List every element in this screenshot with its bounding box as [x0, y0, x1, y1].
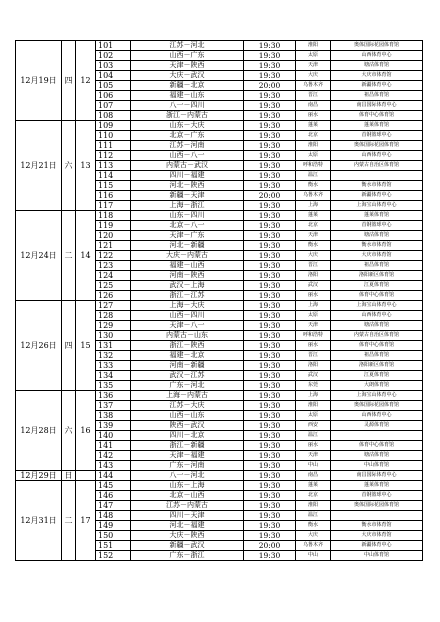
game-number-cell: 148: [96, 511, 131, 521]
game-number-cell: 105: [96, 81, 131, 91]
matchup-cell: 河北－陕西: [131, 181, 244, 191]
venue-cell: 中山体育馆: [331, 461, 423, 471]
city-cell: 天津: [296, 321, 331, 331]
venue-cell: 祖昌体育馆: [331, 91, 423, 101]
matchup-cell: 山西－四川: [131, 311, 244, 321]
matchup-cell: 北京－八一: [131, 221, 244, 231]
game-number-cell: 142: [96, 451, 131, 461]
matchup-cell: 山东－大庆: [131, 121, 244, 131]
time-cell: 19:30: [244, 281, 296, 291]
weekday-cell: 四: [62, 301, 76, 391]
round-cell: 16: [76, 391, 96, 471]
matchup-cell: 新疆－北京: [131, 81, 244, 91]
game-number-cell: 147: [96, 501, 131, 511]
game-number-cell: 121: [96, 241, 131, 251]
weekday-cell: 二: [62, 481, 76, 561]
game-number-cell: 104: [96, 71, 131, 81]
matchup-cell: 山东－四川: [131, 211, 244, 221]
time-cell: 19:30: [244, 461, 296, 471]
game-number-cell: 120: [96, 231, 131, 241]
matchup-cell: 上海－内蒙古: [131, 391, 244, 401]
game-number-cell: 143: [96, 461, 131, 471]
matchup-cell: 山东－上海: [131, 481, 244, 491]
game-number-cell: 118: [96, 211, 131, 221]
game-number-cell: 111: [96, 141, 131, 151]
venue-cell: [331, 511, 423, 521]
matchup-cell: 福建－山西: [131, 261, 244, 271]
venue-cell: 塘沽体育馆: [331, 231, 423, 241]
city-cell: 天津: [296, 451, 331, 461]
venue-cell: 衡水市体育馆: [331, 241, 423, 251]
matchup-cell: 浙江－内蒙古: [131, 111, 244, 121]
time-cell: 19:30: [244, 271, 296, 281]
city-cell: 乌鲁木齐: [296, 81, 331, 91]
weekday-cell: 日: [62, 471, 76, 481]
matchup-cell: 大庆－内蒙古: [131, 251, 244, 261]
game-number-cell: 144: [96, 471, 131, 481]
venue-cell: 塘沽体育馆: [331, 61, 423, 71]
venue-cell: 江夏体育馆: [331, 371, 423, 381]
city-cell: 衡水: [296, 241, 331, 251]
time-cell: 19:30: [244, 101, 296, 111]
matchup-cell: 山西－山东: [131, 411, 244, 421]
city-cell: 北京: [296, 131, 331, 141]
matchup-cell: 天津－广东: [131, 231, 244, 241]
city-cell: 东莞: [296, 381, 331, 391]
time-cell: 19:30: [244, 261, 296, 271]
city-cell: 温江: [296, 431, 331, 441]
game-number-cell: 114: [96, 171, 131, 181]
time-cell: 19:30: [244, 401, 296, 411]
venue-cell: 山西体育中心: [331, 151, 423, 161]
venue-cell: 南昌国际体育中心: [331, 471, 423, 481]
game-number-cell: 113: [96, 161, 131, 171]
city-cell: 丽水: [296, 111, 331, 121]
city-cell: 天津: [296, 231, 331, 241]
time-cell: 19:30: [244, 341, 296, 351]
game-number-cell: 112: [96, 151, 131, 161]
venue-cell: 塘沽体育馆: [331, 321, 423, 331]
venue-cell: 中山体育馆: [331, 551, 423, 561]
round-cell: 12: [76, 41, 96, 121]
weekday-cell: 六: [62, 391, 76, 471]
venue-cell: 衡水市体育馆: [331, 181, 423, 191]
venue-cell: 祖昌体育馆: [331, 351, 423, 361]
city-cell: 蓬莱: [296, 481, 331, 491]
city-cell: 蓬莱: [296, 121, 331, 131]
city-cell: 丽水: [296, 441, 331, 451]
game-number-cell: 146: [96, 491, 131, 501]
matchup-cell: 陕西－武汉: [131, 421, 244, 431]
venue-cell: 塘沽体育馆: [331, 451, 423, 461]
venue-cell: [331, 171, 423, 181]
time-cell: 19:30: [244, 411, 296, 421]
venue-cell: 体育中心体育馆: [331, 291, 423, 301]
venue-cell: 蓬莱体育馆: [331, 211, 423, 221]
venue-cell: 上海宝山体育中心: [331, 391, 423, 401]
matchup-cell: 福建－山东: [131, 91, 244, 101]
matchup-cell: 江苏－大庆: [131, 401, 244, 411]
venue-cell: 洛阳新区体育馆: [331, 361, 423, 371]
matchup-cell: 四川－天津: [131, 511, 244, 521]
time-cell: 19:30: [244, 431, 296, 441]
time-cell: 19:30: [244, 41, 296, 51]
time-cell: 19:30: [244, 421, 296, 431]
city-cell: 北京: [296, 491, 331, 501]
date-cell: 12月29日: [16, 471, 62, 481]
time-cell: 19:30: [244, 451, 296, 461]
city-cell: 北京: [296, 221, 331, 231]
time-cell: 19:30: [244, 371, 296, 381]
game-number-cell: 141: [96, 441, 131, 451]
city-cell: 南昌: [296, 471, 331, 481]
game-number-cell: 150: [96, 531, 131, 541]
game-number-cell: 106: [96, 91, 131, 101]
game-number-cell: 108: [96, 111, 131, 121]
time-cell: 20:00: [244, 81, 296, 91]
city-cell: 太原: [296, 51, 331, 61]
venue-cell: 洛阳新区体育馆: [331, 271, 423, 281]
matchup-cell: 八一－四川: [131, 101, 244, 111]
game-number-cell: 135: [96, 381, 131, 391]
matchup-cell: 广东－河北: [131, 381, 244, 391]
city-cell: 晋江: [296, 351, 331, 361]
city-cell: 大庆: [296, 71, 331, 81]
game-number-cell: 138: [96, 411, 131, 421]
schedule-table: [15, 40, 423, 561]
matchup-cell: 四川－福建: [131, 171, 244, 181]
venue-cell: 首钢篮球中心: [331, 131, 423, 141]
venue-cell: 大庆市体育馆: [331, 531, 423, 541]
time-cell: 19:30: [244, 441, 296, 451]
game-number-cell: 151: [96, 541, 131, 551]
table-row: [16, 41, 423, 51]
game-number-cell: 102: [96, 51, 131, 61]
game-number-cell: 109: [96, 121, 131, 131]
matchup-cell: 武汉－上海: [131, 281, 244, 291]
venue-cell: 首钢篮球中心: [331, 491, 423, 501]
matchup-cell: 北京－山西: [131, 491, 244, 501]
matchup-cell: 大庆－武汉: [131, 71, 244, 81]
matchup-cell: 新疆－天津: [131, 191, 244, 201]
venue-cell: 奥体国际花园体育馆: [331, 401, 423, 411]
time-cell: 19:30: [244, 351, 296, 361]
matchup-cell: 天津－八一: [131, 321, 244, 331]
time-cell: 19:30: [244, 301, 296, 311]
game-number-cell: 116: [96, 191, 131, 201]
game-number-cell: 124: [96, 271, 131, 281]
game-number-cell: 115: [96, 181, 131, 191]
time-cell: 19:30: [244, 331, 296, 341]
matchup-cell: 山西－广东: [131, 51, 244, 61]
city-cell: 大庆: [296, 531, 331, 541]
time-cell: 19:30: [244, 471, 296, 481]
city-cell: 中山: [296, 551, 331, 561]
matchup-cell: 内蒙古－山东: [131, 331, 244, 341]
venue-cell: 新疆体育中心: [331, 541, 423, 551]
matchup-cell: 武汉－江苏: [131, 371, 244, 381]
matchup-cell: 上海－大庆: [131, 301, 244, 311]
time-cell: 20:00: [244, 191, 296, 201]
time-cell: 19:30: [244, 121, 296, 131]
matchup-cell: 新疆－武汉: [131, 541, 244, 551]
game-number-cell: 110: [96, 131, 131, 141]
game-number-cell: 119: [96, 221, 131, 231]
matchup-cell: 江苏－河南: [131, 141, 244, 151]
date-cell: 12月26日: [16, 301, 62, 391]
game-number-cell: 117: [96, 201, 131, 211]
matchup-cell: 广东－浙江: [131, 551, 244, 561]
time-cell: 19:30: [244, 491, 296, 501]
venue-cell: 上海宝山体育中心: [331, 201, 423, 211]
time-cell: 19:30: [244, 151, 296, 161]
time-cell: 19:30: [244, 501, 296, 511]
city-cell: 乌鲁木齐: [296, 191, 331, 201]
date-cell: 12月24日: [16, 211, 62, 301]
city-cell: 武汉: [296, 371, 331, 381]
game-number-cell: 134: [96, 371, 131, 381]
game-number-cell: 133: [96, 361, 131, 371]
matchup-cell: 江苏－内蒙古: [131, 501, 244, 511]
city-cell: 西安: [296, 421, 331, 431]
city-cell: 呼和浩特: [296, 161, 331, 171]
venue-cell: 江夏体育馆: [331, 281, 423, 291]
matchup-cell: 四川－北京: [131, 431, 244, 441]
time-cell: 19:30: [244, 251, 296, 261]
city-cell: 淮阳: [296, 401, 331, 411]
venue-cell: 山西体育中心: [331, 411, 423, 421]
city-cell: 晋江: [296, 261, 331, 271]
city-cell: 淮阳: [296, 141, 331, 151]
city-cell: 大庆: [296, 251, 331, 261]
matchup-cell: 浙江－江苏: [131, 291, 244, 301]
matchup-cell: 天津－陕西: [131, 61, 244, 71]
time-cell: 19:30: [244, 131, 296, 141]
venue-cell: 山西体育中心: [331, 51, 423, 61]
venue-cell: 蓬莱体育馆: [331, 481, 423, 491]
game-number-cell: 140: [96, 431, 131, 441]
time-cell: 19:30: [244, 171, 296, 181]
matchup-cell: 江苏－河北: [131, 41, 244, 51]
time-cell: 19:30: [244, 391, 296, 401]
game-number-cell: 122: [96, 251, 131, 261]
table-row: [16, 301, 423, 311]
matchup-cell: 山西－八一: [131, 151, 244, 161]
venue-cell: 衡水市体育馆: [331, 521, 423, 531]
time-cell: 19:30: [244, 551, 296, 561]
game-number-cell: 127: [96, 301, 131, 311]
date-cell: 12月21日: [16, 121, 62, 211]
game-number-cell: 131: [96, 341, 131, 351]
time-cell: 19:30: [244, 231, 296, 241]
matchup-cell: 天津－福建: [131, 451, 244, 461]
date-cell: 12月28日: [16, 391, 62, 471]
game-number-cell: 137: [96, 401, 131, 411]
venue-cell: 大朗体育馆: [331, 381, 423, 391]
venue-cell: 祖昌体育馆: [331, 261, 423, 271]
game-number-cell: 123: [96, 261, 131, 271]
round-cell: 13: [76, 121, 96, 211]
city-cell: 蓬莱: [296, 211, 331, 221]
matchup-cell: 浙江－陕西: [131, 341, 244, 351]
game-number-cell: 128: [96, 311, 131, 321]
date-cell: 12月19日: [16, 41, 62, 121]
venue-cell: 首钢篮球中心: [331, 221, 423, 231]
city-cell: 温江: [296, 511, 331, 521]
city-cell: 武汉: [296, 281, 331, 291]
game-number-cell: 152: [96, 551, 131, 561]
table-row: [16, 121, 423, 131]
game-number-cell: 145: [96, 481, 131, 491]
city-cell: 淮阳: [296, 501, 331, 511]
venue-cell: 南昌国际体育中心: [331, 101, 423, 111]
city-cell: 上海: [296, 201, 331, 211]
venue-cell: 新疆体育中心: [331, 191, 423, 201]
venue-cell: 山西体育中心: [331, 311, 423, 321]
venue-cell: 奥体国际花园体育馆: [331, 501, 423, 511]
game-number-cell: 149: [96, 521, 131, 531]
venue-cell: 体育中心体育馆: [331, 111, 423, 121]
city-cell: 中山: [296, 461, 331, 471]
time-cell: 19:30: [244, 361, 296, 371]
time-cell: 19:30: [244, 511, 296, 521]
time-cell: 19:30: [244, 481, 296, 491]
time-cell: 19:30: [244, 211, 296, 221]
round-cell: 15: [76, 301, 96, 391]
game-number-cell: 130: [96, 331, 131, 341]
city-cell: 天津: [296, 61, 331, 71]
round-cell: 14: [76, 211, 96, 301]
city-cell: 衡水: [296, 181, 331, 191]
schedule-sheet: [15, 40, 422, 561]
time-cell: 19:30: [244, 71, 296, 81]
city-cell: 洛阳: [296, 361, 331, 371]
city-cell: 乌鲁木齐: [296, 541, 331, 551]
city-cell: 淮阳: [296, 41, 331, 51]
table-row: [16, 211, 423, 221]
matchup-cell: 河南－新疆: [131, 361, 244, 371]
game-number-cell: 125: [96, 281, 131, 291]
game-number-cell: 126: [96, 291, 131, 301]
matchup-cell: 内蒙古－武汉: [131, 161, 244, 171]
game-number-cell: 129: [96, 321, 131, 331]
matchup-cell: 北京－广东: [131, 131, 244, 141]
city-cell: 呼和浩特: [296, 331, 331, 341]
venue-cell: 体育中心体育馆: [331, 441, 423, 451]
venue-cell: 上海宝山体育中心: [331, 301, 423, 311]
matchup-cell: 河北－新疆: [131, 241, 244, 251]
city-cell: 衡水: [296, 521, 331, 531]
matchup-cell: 福建－北京: [131, 351, 244, 361]
game-number-cell: 139: [96, 421, 131, 431]
game-number-cell: 101: [96, 41, 131, 51]
city-cell: 太原: [296, 411, 331, 421]
game-number-cell: 136: [96, 391, 131, 401]
time-cell: 19:30: [244, 161, 296, 171]
venue-cell: 新疆体育中心: [331, 81, 423, 91]
game-number-cell: 103: [96, 61, 131, 71]
game-number-cell: 132: [96, 351, 131, 361]
round-cell: 17: [76, 481, 96, 561]
time-cell: 19:30: [244, 201, 296, 211]
time-cell: 19:30: [244, 111, 296, 121]
city-cell: 太原: [296, 311, 331, 321]
venue-cell: [331, 431, 423, 441]
venue-cell: 内蒙古自治区体育馆: [331, 161, 423, 171]
time-cell: 19:30: [244, 321, 296, 331]
matchup-cell: 八一－河北: [131, 471, 244, 481]
venue-cell: 蓬莱体育馆: [331, 121, 423, 131]
venue-cell: 大庆市体育馆: [331, 71, 423, 81]
time-cell: 19:30: [244, 381, 296, 391]
city-cell: 晋江: [296, 91, 331, 101]
time-cell: 19:30: [244, 521, 296, 531]
city-cell: 温江: [296, 171, 331, 181]
venue-cell: 内蒙古自治区体育馆: [331, 331, 423, 341]
time-cell: 19:30: [244, 291, 296, 301]
matchup-cell: 河南－陕西: [131, 271, 244, 281]
city-cell: 上海: [296, 301, 331, 311]
table-row: [16, 481, 423, 491]
time-cell: 19:30: [244, 241, 296, 251]
city-cell: 太原: [296, 151, 331, 161]
city-cell: 南昌: [296, 101, 331, 111]
table-row: [16, 471, 423, 481]
weekday-cell: 四: [62, 41, 76, 121]
city-cell: 上海: [296, 391, 331, 401]
table-row: [16, 391, 423, 401]
game-number-cell: 107: [96, 101, 131, 111]
matchup-cell: 广东－河南: [131, 461, 244, 471]
time-cell: 19:30: [244, 221, 296, 231]
matchup-cell: 河北－福建: [131, 521, 244, 531]
time-cell: 19:30: [244, 51, 296, 61]
venue-cell: 奥体国际花园体育馆: [331, 141, 423, 151]
weekday-cell: 二: [62, 211, 76, 301]
date-cell: 12月31日: [16, 481, 62, 561]
city-cell: 洛阳: [296, 271, 331, 281]
round-cell: [76, 471, 96, 481]
time-cell: 19:30: [244, 61, 296, 71]
matchup-cell: 上海－浙江: [131, 201, 244, 211]
time-cell: 19:30: [244, 311, 296, 321]
venue-cell: 大庆市体育馆: [331, 251, 423, 261]
venue-cell: 灵源体育馆: [331, 421, 423, 431]
time-cell: 19:30: [244, 531, 296, 541]
city-cell: 丽水: [296, 341, 331, 351]
time-cell: 19:30: [244, 91, 296, 101]
time-cell: 19:30: [244, 181, 296, 191]
time-cell: 20:00: [244, 541, 296, 551]
venue-cell: 奥体国际花园体育馆: [331, 41, 423, 51]
matchup-cell: 浙江－新疆: [131, 441, 244, 451]
weekday-cell: 六: [62, 121, 76, 211]
matchup-cell: 大庆－陕西: [131, 531, 244, 541]
venue-cell: 体育中心体育馆: [331, 341, 423, 351]
schedule-rows: [16, 41, 423, 561]
time-cell: 19:30: [244, 141, 296, 151]
city-cell: 丽水: [296, 291, 331, 301]
